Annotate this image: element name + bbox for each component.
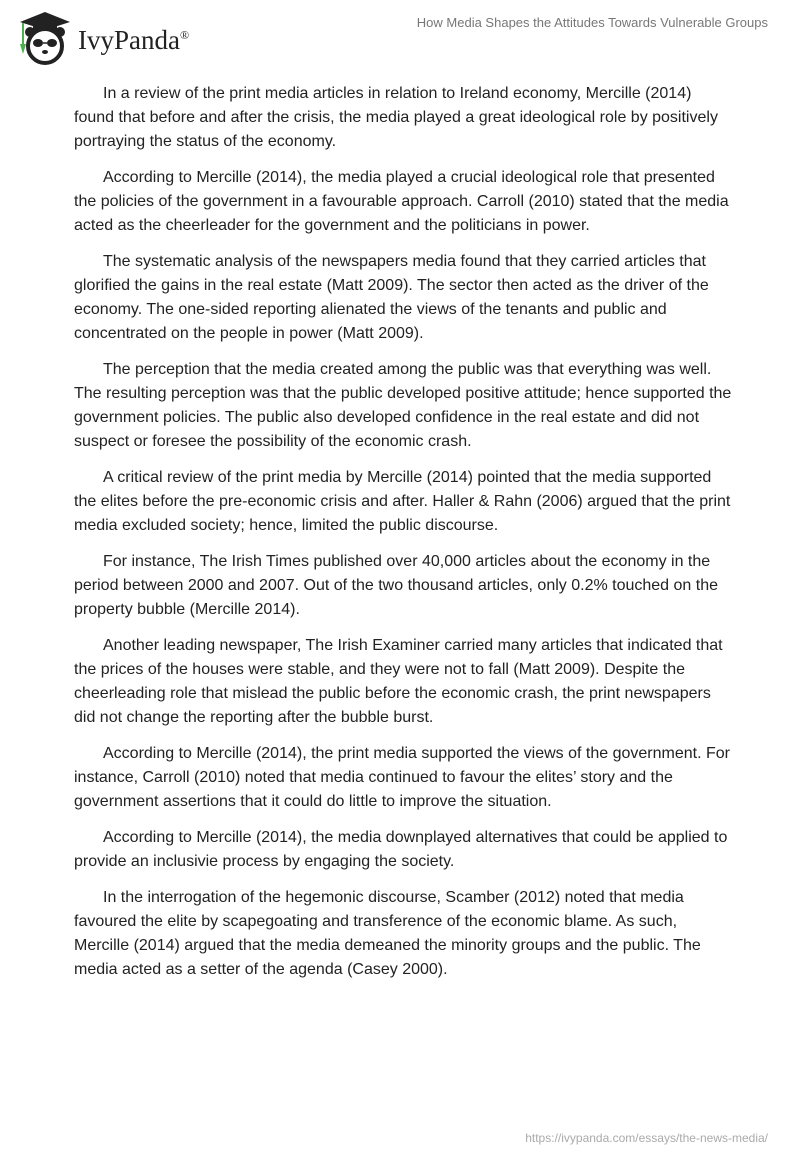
- paragraph: In a review of the print media articles in relation to Ireland economy, Mercille (2014) found that before and after the crisis, the media played a great ideological role by positively portraying the status of the economy.: [74, 85, 718, 150]
- essay-title: How Media Shapes the Attitudes Towards Vulnerable Groups: [416, 15, 768, 30]
- paragraph: According to Mercille (2014), the media played a crucial ideological role that presented the policies of the government in a favourable approach. Carroll (2010) stated that the media acted as the cheerleader for the government and the politicians in power.: [74, 169, 729, 234]
- registered-mark: ®: [179, 27, 190, 42]
- paragraph: In the interrogation of the hegemonic discourse, Scamber (2012) noted that media favoured the elite by scapegoating and transference of the economic blame. As such, Mercille (2014) argued that the media demeaned the minority groups and the public. The media acted as a setter of the agenda (Casey 2000).: [74, 889, 701, 978]
- logo-text: [78, 25, 189, 56]
- logo-name: IvyPanda: [78, 24, 180, 55]
- paragraph: The systematic analysis of the newspapers media found that they carried articles that glorified the gains in the real estate (Matt 2009). The sector then acted as the driver of the economy. The one-sided reporting alienated the views of the tenants and public and concentrated on the people in power (Matt 2009).: [74, 253, 709, 342]
- panda-graduate-icon: [14, 8, 76, 66]
- paragraph: According to Mercille (2014), the media downplayed alternatives that could be applied to provide an inclusivie process by engaging the society.: [74, 829, 728, 870]
- paragraph: A critical review of the print media by Mercille (2014) pointed that the media supported the elites before the pre-economic crisis and after. Haller & Rahn (2006) argued that the print media excluded society; hence, limited the public discourse.: [74, 469, 731, 534]
- essay-body: [74, 82, 734, 994]
- paragraph: Another leading newspaper, The Irish Examiner carried many articles that indicated that the prices of the houses were stable, and they were not to fall (Matt 2009). Despite the cheerleading role that mislead the public before the economic crash, the print newspapers did not change the reporting after the bubble burst.: [74, 637, 723, 726]
- ivypanda-logo[interactable]: [14, 8, 189, 66]
- paragraph: For instance, The Irish Times published over 40,000 articles about the economy in the period between 2000 and 2007. Out of the two thousand articles, only 0.2% touched on the property bubble (Mercille 2014).: [74, 553, 719, 618]
- source-url[interactable]: https://ivypanda.com/essays/the-news-media/: [525, 1131, 768, 1145]
- paragraph: The perception that the media created among the public was that everything was well. The resulting perception was that the public developed positive attitude; hence supported the government policies. The public also developed confidence in the real estate and did not suspect or foresee the possibility of the economic crash.: [74, 361, 732, 450]
- paragraph: According to Mercille (2014), the print media supported the views of the government. For instance, Carroll (2010) noted that media continued to favour the elites’ story and the government assertions that it could do little to improve the situation.: [74, 745, 730, 810]
